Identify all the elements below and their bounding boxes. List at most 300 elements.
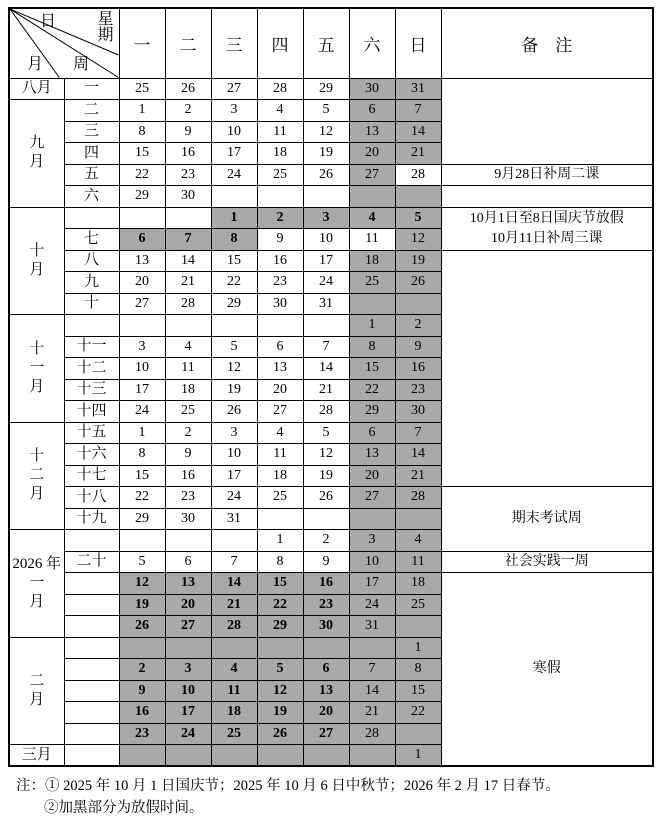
day-cell: 22 — [119, 487, 165, 509]
day-cell — [211, 637, 257, 659]
month-label-line: 月 — [29, 486, 45, 503]
day-cell — [349, 293, 395, 315]
day-cell — [395, 723, 441, 745]
day-cell: 14 — [165, 250, 211, 272]
day-cell: 21 — [211, 594, 257, 616]
day-cell: 23 — [119, 723, 165, 745]
day-cell: 13 — [257, 358, 303, 380]
week-cell — [64, 723, 119, 745]
corner-label-day: 日 — [40, 13, 57, 30]
day-cell: 13 — [349, 444, 395, 466]
day-cell: 4 — [257, 100, 303, 122]
day-cell: 28 — [257, 78, 303, 100]
day-cell: 4 — [257, 422, 303, 444]
day-cell: 29 — [257, 616, 303, 638]
week-cell — [64, 207, 119, 229]
day-cell: 5 — [303, 100, 349, 122]
month-cell — [9, 745, 64, 767]
day-cell: 16 — [165, 465, 211, 487]
week-cell — [64, 659, 119, 681]
day-cell: 15 — [395, 680, 441, 702]
day-cell: 13 — [119, 250, 165, 272]
day-cell: 15 — [257, 573, 303, 595]
day-cell: 7 — [349, 659, 395, 681]
week-cell — [64, 616, 119, 638]
day-cell: 6 — [303, 659, 349, 681]
remark-cell — [441, 207, 653, 250]
day-cell: 11 — [211, 680, 257, 702]
day-cell: 2 — [395, 315, 441, 337]
day-cell: 4 — [349, 207, 395, 229]
day-cell — [119, 315, 165, 337]
week-cell: 十三 — [64, 379, 119, 401]
day-cell: 12 — [119, 573, 165, 595]
day-cell — [211, 186, 257, 208]
day-cell: 16 — [257, 250, 303, 272]
day-cell: 10 — [165, 680, 211, 702]
week-cell — [64, 530, 119, 552]
day-cell: 18 — [257, 465, 303, 487]
day-cell: 17 — [165, 702, 211, 724]
day-cell: 26 — [395, 272, 441, 294]
calendar-row — [9, 78, 653, 100]
remark-line: 期末考试周 — [511, 510, 582, 526]
footnote-1: 注：① 2025 年 10 月 1 日国庆节；2025 年 10 月 6 日中秋节；2026 年 2 月 17 日春节。 — [16, 778, 560, 794]
day-cell: 1 — [119, 422, 165, 444]
day-cell: 27 — [257, 401, 303, 423]
day-cell: 19 — [211, 379, 257, 401]
remark-line: 社会实践一周 — [504, 553, 589, 569]
month-label-line: 十 — [29, 448, 45, 465]
remark-line: 10月11日补周三课 — [491, 230, 603, 246]
week-cell: 十一 — [64, 336, 119, 358]
day-cell: 22 — [395, 702, 441, 724]
day-cell — [119, 530, 165, 552]
day-cell: 4 — [165, 336, 211, 358]
day-cell: 29 — [119, 508, 165, 530]
day-cell: 19 — [303, 143, 349, 165]
day-cell: 6 — [349, 100, 395, 122]
calendar-row — [9, 164, 653, 186]
day-cell: 1 — [257, 530, 303, 552]
day-cell — [395, 508, 441, 530]
day-cell: 31 — [395, 78, 441, 100]
day-cell: 17 — [211, 465, 257, 487]
day-cell: 7 — [395, 100, 441, 122]
day-cell: 13 — [349, 121, 395, 143]
day-cell: 30 — [395, 401, 441, 423]
day-cell: 24 — [165, 723, 211, 745]
day-cell: 25 — [119, 78, 165, 100]
day-cell: 20 — [349, 465, 395, 487]
day-cell: 17 — [211, 143, 257, 165]
week-cell: 十八 — [64, 487, 119, 509]
month-label-line: 十 — [29, 340, 45, 357]
day-cell: 8 — [257, 551, 303, 573]
day-cell: 9 — [395, 336, 441, 358]
day-cell: 1 — [211, 207, 257, 229]
remark-line: 寒假 — [532, 661, 561, 676]
week-cell: 七 — [64, 229, 119, 251]
day-cell — [349, 508, 395, 530]
day-cell: 2 — [257, 207, 303, 229]
month-label-line: 十 — [29, 242, 45, 259]
day-cell: 11 — [349, 229, 395, 251]
day-cell: 23 — [165, 487, 211, 509]
day-cell: 3 — [349, 530, 395, 552]
day-cell: 5 — [119, 551, 165, 573]
day-cell: 12 — [395, 229, 441, 251]
month-label-line: 月 — [29, 261, 45, 278]
day-cell: 22 — [211, 272, 257, 294]
remark-cell — [441, 164, 653, 186]
day-cell: 2 — [119, 659, 165, 681]
day-cell: 12 — [211, 358, 257, 380]
corner-label-week: 周 — [73, 55, 90, 73]
day-cell — [303, 315, 349, 337]
day-cell — [257, 637, 303, 659]
day-cell: 6 — [119, 229, 165, 251]
day-cell: 1 — [119, 100, 165, 122]
day-cell: 27 — [165, 616, 211, 638]
day-cell: 21 — [395, 465, 441, 487]
day-cell: 17 — [303, 250, 349, 272]
corner-label-month: 月 — [27, 55, 44, 73]
day-cell — [119, 745, 165, 767]
footnotes — [16, 775, 658, 819]
day-cell: 16 — [395, 358, 441, 380]
day-cell: 18 — [257, 143, 303, 165]
day-cell: 3 — [119, 336, 165, 358]
day-cell: 5 — [257, 659, 303, 681]
week-cell: 十四 — [64, 401, 119, 423]
day-cell: 15 — [349, 358, 395, 380]
day-cell: 20 — [165, 594, 211, 616]
day-cell: 3 — [211, 422, 257, 444]
day-cell: 25 — [349, 272, 395, 294]
day-cell: 3 — [303, 207, 349, 229]
day-cell: 3 — [165, 659, 211, 681]
day-cell: 11 — [257, 121, 303, 143]
month-cell — [9, 78, 64, 100]
day-cell: 9 — [257, 229, 303, 251]
day-cell: 1 — [395, 637, 441, 659]
day-cell: 2 — [165, 422, 211, 444]
day-cell: 11 — [165, 358, 211, 380]
week-cell: 六 — [64, 186, 119, 208]
day-cell: 30 — [349, 78, 395, 100]
day-cell: 25 — [257, 164, 303, 186]
day-cell: 27 — [349, 487, 395, 509]
day-cell: 23 — [257, 272, 303, 294]
month-cell — [9, 637, 64, 745]
day-cell: 14 — [303, 358, 349, 380]
day-cell: 21 — [395, 143, 441, 165]
day-cell: 28 — [395, 487, 441, 509]
month-label-line: 一 — [29, 359, 45, 376]
week-cell: 三 — [64, 121, 119, 143]
day-header-sun: 日 — [395, 8, 441, 78]
day-cell: 7 — [211, 551, 257, 573]
day-header-tue: 二 — [165, 8, 211, 78]
day-cell: 10 — [211, 444, 257, 466]
day-cell — [349, 637, 395, 659]
day-cell: 4 — [395, 530, 441, 552]
day-cell: 16 — [165, 143, 211, 165]
day-cell: 28 — [165, 293, 211, 315]
day-cell: 31 — [303, 293, 349, 315]
day-cell: 5 — [211, 336, 257, 358]
day-cell: 2 — [303, 530, 349, 552]
day-cell: 25 — [211, 723, 257, 745]
day-cell: 26 — [165, 78, 211, 100]
week-cell: 九 — [64, 272, 119, 294]
remark-line: 9月28日补周二课 — [494, 166, 600, 182]
week-cell: 十五 — [64, 422, 119, 444]
day-cell — [257, 745, 303, 767]
day-cell: 21 — [165, 272, 211, 294]
week-cell — [64, 702, 119, 724]
month-cell — [9, 100, 64, 208]
month-label-line: 月 — [29, 154, 45, 171]
day-header-sat: 六 — [349, 8, 395, 78]
header-row — [9, 8, 653, 78]
day-cell: 27 — [303, 723, 349, 745]
calendar-row — [9, 207, 653, 229]
calendar-row — [9, 186, 653, 208]
day-cell: 9 — [165, 121, 211, 143]
day-cell: 18 — [211, 702, 257, 724]
day-cell: 31 — [211, 508, 257, 530]
day-cell — [165, 530, 211, 552]
day-cell — [257, 186, 303, 208]
remark-line: 10月1日至8日国庆节放假 — [469, 210, 624, 226]
week-cell: 十六 — [64, 444, 119, 466]
day-cell: 12 — [303, 121, 349, 143]
month-cell — [9, 422, 64, 530]
day-cell: 20 — [257, 379, 303, 401]
day-cell: 9 — [119, 680, 165, 702]
day-cell — [257, 315, 303, 337]
day-cell: 25 — [165, 401, 211, 423]
day-cell: 29 — [211, 293, 257, 315]
day-cell: 24 — [119, 401, 165, 423]
day-cell: 26 — [303, 164, 349, 186]
day-cell: 5 — [395, 207, 441, 229]
week-cell: 二 — [64, 100, 119, 122]
week-cell: 十二 — [64, 358, 119, 380]
day-cell — [165, 315, 211, 337]
day-cell: 24 — [211, 487, 257, 509]
month-label-line: 2026 年 — [12, 555, 62, 572]
month-cell — [9, 530, 64, 638]
remark-cell — [441, 573, 653, 767]
week-cell — [64, 315, 119, 337]
day-cell: 23 — [303, 594, 349, 616]
corner-header-cell — [9, 8, 119, 78]
week-cell — [64, 637, 119, 659]
month-label-line: 九 — [29, 135, 45, 152]
day-cell: 13 — [165, 573, 211, 595]
day-cell: 22 — [257, 594, 303, 616]
day-cell: 20 — [303, 702, 349, 724]
day-cell: 19 — [257, 702, 303, 724]
day-cell: 30 — [165, 508, 211, 530]
day-cell: 24 — [303, 272, 349, 294]
week-cell — [64, 745, 119, 767]
week-cell: 一 — [64, 78, 119, 100]
calendar-row — [9, 573, 653, 595]
day-cell: 6 — [165, 551, 211, 573]
calendar-row — [9, 250, 653, 272]
day-cell: 29 — [303, 78, 349, 100]
day-cell — [119, 207, 165, 229]
day-cell: 18 — [165, 379, 211, 401]
remark-header: 备 注 — [441, 8, 653, 78]
week-cell: 十九 — [64, 508, 119, 530]
week-cell: 五 — [64, 164, 119, 186]
month-cell — [9, 207, 64, 315]
day-cell: 26 — [211, 401, 257, 423]
day-cell: 23 — [165, 164, 211, 186]
remark-cell — [441, 487, 653, 552]
day-cell: 15 — [119, 143, 165, 165]
day-header-fri: 五 — [303, 8, 349, 78]
month-label-line: 一 — [29, 574, 45, 591]
day-cell: 15 — [119, 465, 165, 487]
day-cell — [211, 745, 257, 767]
day-cell: 28 — [303, 401, 349, 423]
week-cell: 八 — [64, 250, 119, 272]
month-label-line: 月 — [29, 593, 45, 610]
month-label-line: 二 — [29, 672, 45, 689]
remark-cell — [441, 250, 653, 487]
day-cell: 30 — [303, 616, 349, 638]
day-cell: 12 — [303, 444, 349, 466]
day-cell: 21 — [303, 379, 349, 401]
day-cell: 20 — [349, 143, 395, 165]
day-cell — [165, 637, 211, 659]
day-cell: 10 — [211, 121, 257, 143]
day-cell — [395, 186, 441, 208]
day-cell: 21 — [349, 702, 395, 724]
footnote-2: ②加黑部分为放假时间。 — [44, 800, 204, 816]
day-cell: 8 — [119, 121, 165, 143]
calendar-body — [9, 78, 653, 766]
day-cell: 14 — [211, 573, 257, 595]
day-cell — [395, 616, 441, 638]
day-cell: 20 — [119, 272, 165, 294]
day-cell: 25 — [257, 487, 303, 509]
day-cell: 13 — [303, 680, 349, 702]
day-cell: 26 — [257, 723, 303, 745]
day-cell: 4 — [211, 659, 257, 681]
day-cell: 1 — [349, 315, 395, 337]
day-cell: 26 — [119, 616, 165, 638]
day-cell: 26 — [303, 487, 349, 509]
day-cell: 2 — [165, 100, 211, 122]
week-cell — [64, 594, 119, 616]
day-cell: 28 — [349, 723, 395, 745]
day-cell: 14 — [395, 444, 441, 466]
day-cell: 28 — [395, 164, 441, 186]
week-cell — [64, 573, 119, 595]
day-cell — [119, 637, 165, 659]
calendar-row — [9, 487, 653, 509]
day-cell: 19 — [303, 465, 349, 487]
day-cell: 10 — [349, 551, 395, 573]
day-cell: 7 — [303, 336, 349, 358]
day-cell: 27 — [349, 164, 395, 186]
day-cell: 30 — [165, 186, 211, 208]
day-cell: 14 — [395, 121, 441, 143]
day-cell: 29 — [349, 401, 395, 423]
day-cell: 1 — [395, 745, 441, 767]
day-cell: 19 — [395, 250, 441, 272]
day-cell: 7 — [165, 229, 211, 251]
day-cell: 27 — [211, 78, 257, 100]
corner-label-weekday: 星期 — [97, 11, 114, 44]
day-cell: 10 — [119, 358, 165, 380]
day-cell: 15 — [211, 250, 257, 272]
day-cell — [349, 745, 395, 767]
day-cell — [165, 207, 211, 229]
day-cell — [165, 745, 211, 767]
day-cell: 24 — [211, 164, 257, 186]
day-cell: 9 — [303, 551, 349, 573]
day-cell: 30 — [257, 293, 303, 315]
day-cell: 14 — [349, 680, 395, 702]
day-cell — [349, 186, 395, 208]
day-cell: 31 — [349, 616, 395, 638]
month-label-line: 月 — [29, 378, 45, 395]
day-cell: 11 — [395, 551, 441, 573]
day-cell: 22 — [349, 379, 395, 401]
week-cell: 十七 — [64, 465, 119, 487]
calendar-table — [8, 7, 654, 767]
day-cell — [303, 745, 349, 767]
day-header-mon: 一 — [119, 8, 165, 78]
day-cell: 19 — [119, 594, 165, 616]
calendar-wrapper — [8, 7, 654, 816]
day-cell: 18 — [349, 250, 395, 272]
day-cell — [257, 508, 303, 530]
week-cell — [64, 680, 119, 702]
day-cell: 28 — [211, 616, 257, 638]
day-cell — [303, 508, 349, 530]
day-cell — [303, 637, 349, 659]
day-cell: 3 — [211, 100, 257, 122]
day-cell — [211, 530, 257, 552]
week-cell: 十 — [64, 293, 119, 315]
day-cell: 6 — [349, 422, 395, 444]
day-cell: 8 — [119, 444, 165, 466]
day-cell: 12 — [257, 680, 303, 702]
day-cell: 5 — [303, 422, 349, 444]
day-cell: 29 — [119, 186, 165, 208]
day-cell — [303, 186, 349, 208]
day-cell: 9 — [165, 444, 211, 466]
remark-cell — [441, 78, 653, 164]
month-label-line: 三月 — [21, 746, 52, 763]
day-cell — [395, 293, 441, 315]
day-cell: 11 — [257, 444, 303, 466]
day-cell: 8 — [395, 659, 441, 681]
remark-cell — [441, 186, 653, 208]
day-cell: 25 — [395, 594, 441, 616]
day-cell: 10 — [303, 229, 349, 251]
day-cell: 27 — [119, 293, 165, 315]
